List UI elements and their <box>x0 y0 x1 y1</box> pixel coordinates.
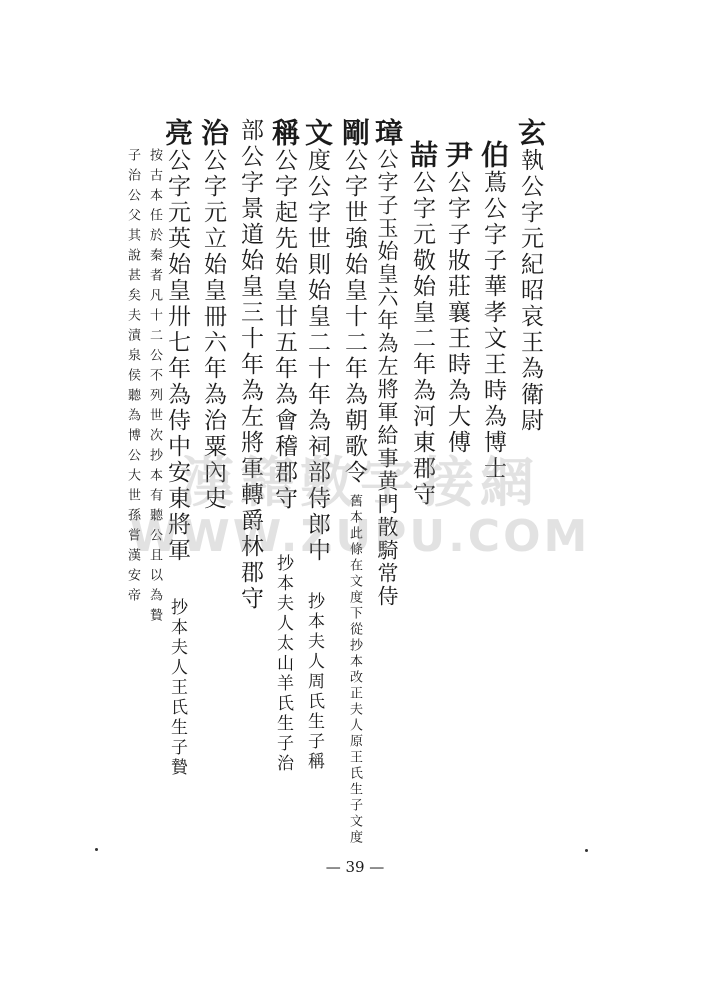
column-text: 公字元敬始皇二年為河東郡守 <box>409 170 435 508</box>
column-lead-char: 玄 <box>514 118 547 148</box>
column-text: 部公字景道始皇三十年為左將軍轉爵林郡守 <box>237 118 263 612</box>
annotation-column-6 <box>126 148 139 608</box>
text-column-2 <box>477 140 510 482</box>
column-lead-char: 亮 <box>161 118 194 148</box>
column-lead-char: 治 <box>197 118 230 148</box>
annotation-text: 按古本任於秦者凡十二公不列世次抄本有聽公且以為贄 <box>147 148 162 628</box>
text-column-4 <box>406 140 439 508</box>
column-lead-char: 伯 <box>477 140 510 170</box>
annotation-column-5 <box>148 148 161 628</box>
annotation-text: 抄本夫人王氏生子贄 <box>167 598 187 778</box>
watermark-line-2: WWW.ZUPU.COM <box>129 511 591 562</box>
annotation-text: 舊本此條在文度下從抄本改正夫人原王氏生子文度 <box>347 494 362 846</box>
column-text: 公字子玉始皇六年為左將軍給事黄門散騎常侍 <box>375 148 399 608</box>
text-column-3 <box>441 140 474 456</box>
column-text: 公字世強始皇十二年為朝歌令 <box>341 148 367 486</box>
text-column-6 <box>338 118 371 486</box>
annotation-text: 子治公父其說甚矣夫漬泉侯聽為博公大世孫嘗漢安帝 <box>125 148 140 608</box>
column-lead-char: 稱 <box>268 118 301 148</box>
column-lead-char: 文 <box>301 118 334 148</box>
annotation-column-1 <box>348 494 361 846</box>
annotation-column-2 <box>305 592 322 772</box>
text-column-7 <box>301 118 334 564</box>
page-number: — 39 — <box>325 858 385 876</box>
text-column-9 <box>236 118 264 612</box>
text-column-8 <box>268 118 301 512</box>
column-text: 蔦公字子華孝文王時為博士 <box>480 170 506 482</box>
annotation-text: 抄本夫人周氏生子稱 <box>304 592 324 772</box>
column-text: 度公字世則始皇二十年為祠部侍郎中 <box>304 148 330 564</box>
column-lead-char: 尹 <box>441 140 474 170</box>
scan-speck <box>95 848 98 851</box>
column-text: 公字起先始皇廿五年為會稽郡守 <box>271 148 297 512</box>
watermark-line-1: 漢籍數字接網 <box>180 451 540 514</box>
annotation-text: 抄本夫人太山羊氏生子治 <box>273 554 293 774</box>
column-lead-char: 剛 <box>338 118 371 148</box>
column-text: 執公字元紀昭哀王為衛尉 <box>517 148 543 434</box>
column-text: 公字子妝莊襄王時為大傅 <box>444 170 470 456</box>
column-lead-char: 喆 <box>406 140 439 170</box>
text-column-11 <box>161 118 194 564</box>
text-column-10 <box>197 118 230 512</box>
column-text: 公字元英始皇卅七年為侍中安東將軍 <box>164 148 190 564</box>
annotation-column-4 <box>168 598 185 778</box>
annotation-column-3 <box>274 554 291 774</box>
text-column-1 <box>514 118 547 434</box>
column-lead-char: 璋 <box>371 118 404 148</box>
scan-speck <box>585 849 588 852</box>
text-column-5 <box>371 118 404 608</box>
column-text: 公字元立始皇冊六年為治粟內史 <box>200 148 226 512</box>
